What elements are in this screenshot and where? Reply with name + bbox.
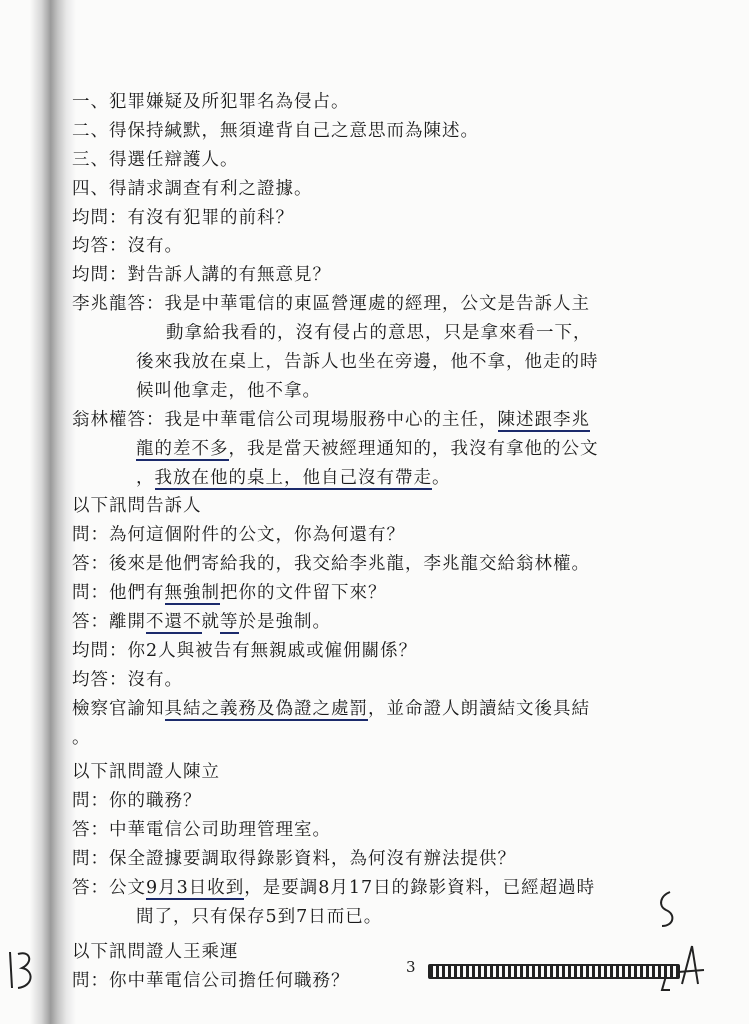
text-line: 三、得選任辯護人。 — [72, 149, 239, 170]
underlined-segment: 我放在他的桌上，他自己沒有帶走 — [154, 467, 432, 488]
text-line: 問：為何這個附件的公文，你為何還有？ — [72, 525, 405, 546]
handwritten-mark — [4, 944, 44, 994]
text-line: 均問：你2人與被告有無親戚或僱佣關係？ — [72, 640, 418, 661]
text-segment: 檢察官諭知 — [72, 698, 165, 719]
text-line: 二、得保持緘默，無須違背自己之意思而為陳述。 — [72, 120, 479, 141]
text-line: 一、犯罪嫌疑及所犯罪名為侵占。 — [72, 92, 350, 112]
text-line: 李兆龍答：我是中華電信的東區營運處的經理，公文是告訴人主 — [72, 294, 590, 315]
underlined-segment: 收到 — [207, 878, 245, 899]
underlined-segment: 不還不 — [146, 612, 202, 633]
text-segment: ，我是當天被經理通知的，我沒有拿他的公文 — [228, 438, 599, 459]
text-segment: 把你的文件留下來？ — [220, 583, 387, 604]
text-line: 問：保全證據要調取得錄影資料，為何沒有辦法提供？ — [72, 849, 516, 870]
text-line — [72, 608, 672, 637]
text-segment: 於是強制。 — [238, 612, 331, 633]
section-heading: 以下訊問證人王乘運 — [72, 941, 239, 962]
text-line — [72, 464, 672, 493]
section-heading: 以下訊問告訴人 — [72, 496, 202, 517]
underlined-segment: 無強制 — [164, 583, 220, 604]
text-line: 問：你的職務？ — [72, 791, 202, 812]
text-line: 均問：對告訴人講的有無意見？ — [72, 265, 331, 286]
underlined-segment: 等 — [220, 612, 239, 633]
text-line — [72, 435, 672, 464]
text-segment: 問：他們有 — [72, 583, 165, 604]
text-segment: ， — [136, 467, 155, 488]
text-line: 答：中華電信公司助理管理室。 — [72, 820, 331, 841]
text-line — [72, 406, 672, 435]
text-segment: 翁林權答：我是中華電信公司現場服務中心的主任， — [72, 409, 498, 430]
text-line: 問：你中華電信公司擔任何職務？ — [72, 970, 350, 991]
text-line: 四、得請求調查有利之證據。 — [72, 178, 313, 199]
underlined-segment: 龍的差不多 — [136, 438, 229, 459]
text-line: 間了，只有保存5到7日而已。 — [136, 906, 383, 927]
text-line — [72, 579, 672, 608]
underlined-segment: 具結之義務及偽證之處罰 — [164, 698, 368, 719]
text-line — [72, 695, 672, 724]
text-line: 答：後來是他們寄給我的，我交給李兆龍，李兆龍交給翁林權。 — [72, 554, 590, 575]
text-segment: 答：離開 — [72, 612, 146, 633]
text-line: 均答：沒有。 — [72, 669, 183, 690]
underlined-segment: 9月3日 — [146, 878, 208, 899]
footer-stamp-strip — [428, 964, 680, 979]
handwritten-mark — [652, 886, 712, 996]
text-line: 均問：有沒有犯罪的前科？ — [72, 207, 294, 228]
text-segment: 答：公文 — [72, 878, 146, 899]
page-number: 3 — [406, 958, 416, 976]
text-line: 。 — [72, 727, 91, 748]
text-line: 動拿給我看的，沒有侵占的意思，只是拿來看一下， — [166, 323, 592, 344]
document-page — [72, 88, 672, 996]
text-segment: ，是要調8月17日的錄影資料，已經超過時 — [244, 878, 596, 899]
scan-binding-shadow — [30, 0, 76, 1024]
text-segment: 就 — [201, 612, 220, 633]
text-line — [72, 874, 672, 903]
underlined-segment: 陳述跟李兆 — [497, 409, 590, 430]
text-line: 後來我放在桌上，告訴人也坐在旁邊，他不拿，他走的時 — [136, 352, 599, 373]
text-line: 候叫他拿走，他不拿。 — [136, 380, 321, 401]
text-segment: ，並命證人朗讀結文後具結 — [368, 698, 590, 719]
section-heading: 以下訊問證人陳立 — [72, 762, 220, 783]
text-segment: 。 — [432, 467, 451, 488]
text-line: 均答：沒有。 — [72, 236, 183, 257]
